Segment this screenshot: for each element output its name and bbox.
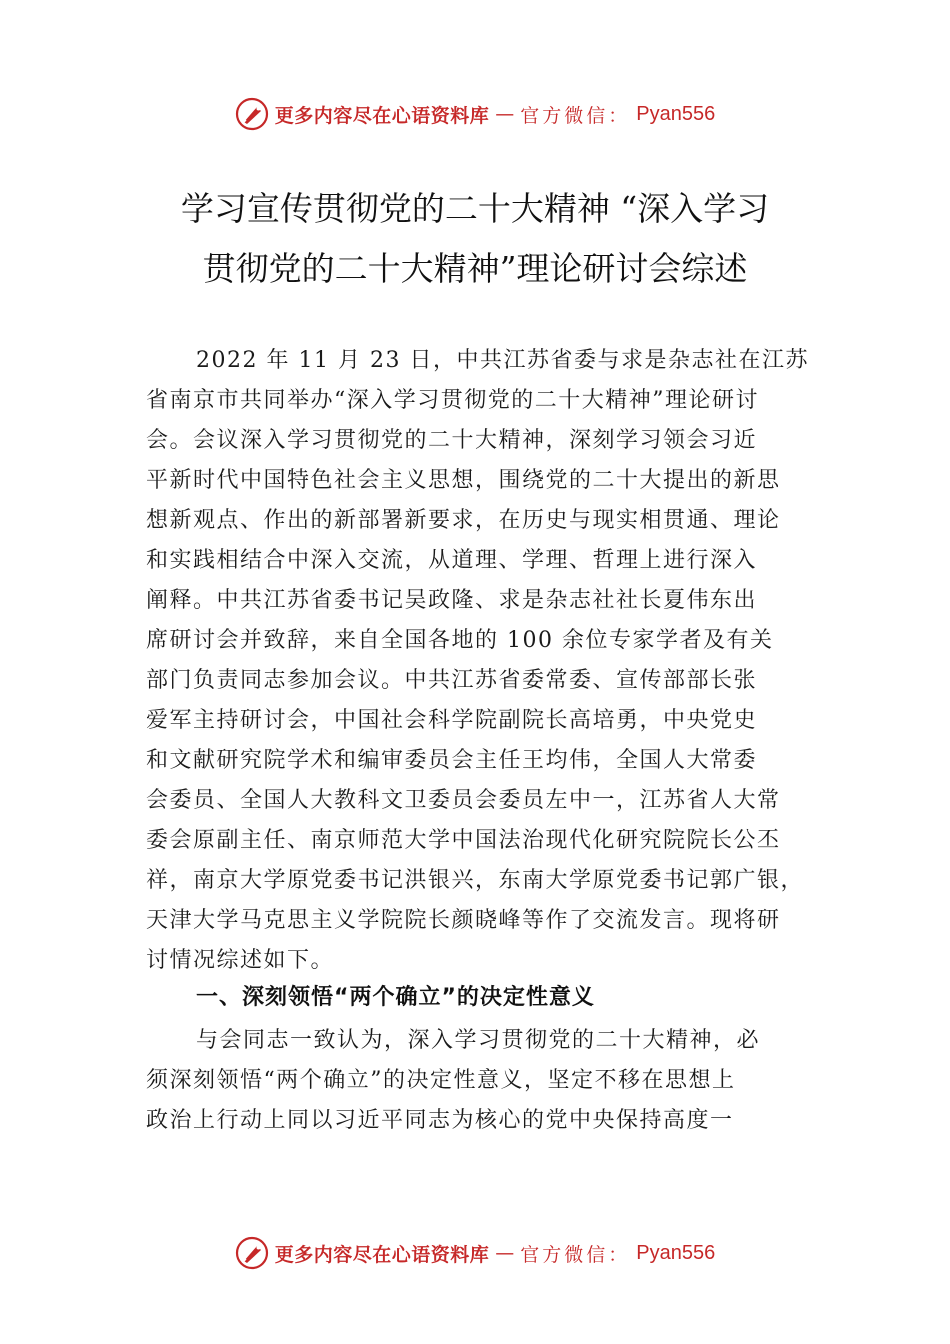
banner-wechat-label: 官方微信：: [520, 1243, 631, 1266]
footer-banner: [0, 1233, 950, 1273]
body-line: 会。会议深入学习贯彻党的二十大精神，深刻学习领会习近: [146, 428, 758, 453]
section-heading: 一、深刻领悟“两个确立”的决定性意义: [196, 985, 595, 1010]
body-line: 平新时代中国特色社会主义思想，围绕党的二十大提出的新思: [146, 468, 781, 493]
body-line: 委会原副主任、南京师范大学中国法治现代化研究院院长公丕: [146, 828, 781, 853]
banner-brand-text: 更多内容尽在心语资料库: [274, 104, 490, 127]
body-line: 想新观点、作出的新部署新要求，在历史与现实相贯通、理论: [146, 508, 781, 533]
body-line: 阐释。中共江苏省委书记吴政隆、求是杂志社社长夏伟东出: [146, 588, 758, 613]
body-line: 与会同志一致认为，深入学习贯彻党的二十大精神，必: [196, 1028, 761, 1053]
body-line: 2022 年 11 月 23 日，中共江苏省委与求是杂志社在江苏: [196, 348, 809, 373]
body-line: 席研讨会并致辞，来自全国各地的 100 余位专家学者及有关: [146, 628, 774, 653]
document-title-line-2: 贯彻党的二十大精神”理论研讨会综述: [202, 249, 748, 288]
body-line: 省南京市共同举办“深入学习贯彻党的二十大精神”理论研讨: [146, 388, 759, 413]
header-banner: [0, 94, 950, 134]
banner-wechat-label: 官方微信：: [520, 104, 631, 127]
banner-brand-text: 更多内容尽在心语资料库: [274, 1243, 490, 1266]
body-line: 天津大学马克思主义学院院长颜晓峰等作了交流发言。现将研: [146, 908, 781, 933]
body-line: 部门负责同志参加会议。中共江苏省委常委、宣传部部长张: [146, 668, 758, 693]
banner-dash: —: [495, 103, 515, 125]
pen-nib-logo-icon: [235, 97, 269, 131]
body-line: 爱军主持研讨会，中国社会科学院副院长高培勇，中央党史: [146, 708, 758, 733]
body-line: 讨情况综述如下。: [146, 948, 335, 973]
body-line: 会委员、全国人大教科文卫委员会委员左中一，江苏省人大常: [146, 788, 781, 813]
body-line: 和文献研究院学术和编审委员会主任王均伟，全国人大常委: [146, 748, 758, 773]
body-line: 须深刻领悟“两个确立”的决定性意义，坚定不移在思想上: [146, 1068, 736, 1093]
banner-wechat-id: Pyan556: [636, 102, 716, 125]
body-line: 祥，南京大学原党委书记洪银兴，东南大学原党委书记郭广银，: [146, 868, 805, 893]
body-line: 和实践相结合中深入交流，从道理、学理、哲理上进行深入: [146, 548, 758, 573]
banner-wechat-id: Pyan556: [636, 1241, 716, 1264]
body-line: 政治上行动上同以习近平同志为核心的党中央保持高度一: [146, 1108, 734, 1133]
banner-dash: —: [495, 1242, 515, 1264]
document-title-line-1: 学习宣传贯彻党的二十大精神 “深入学习: [180, 189, 770, 228]
pen-nib-logo-icon: [235, 1236, 269, 1270]
